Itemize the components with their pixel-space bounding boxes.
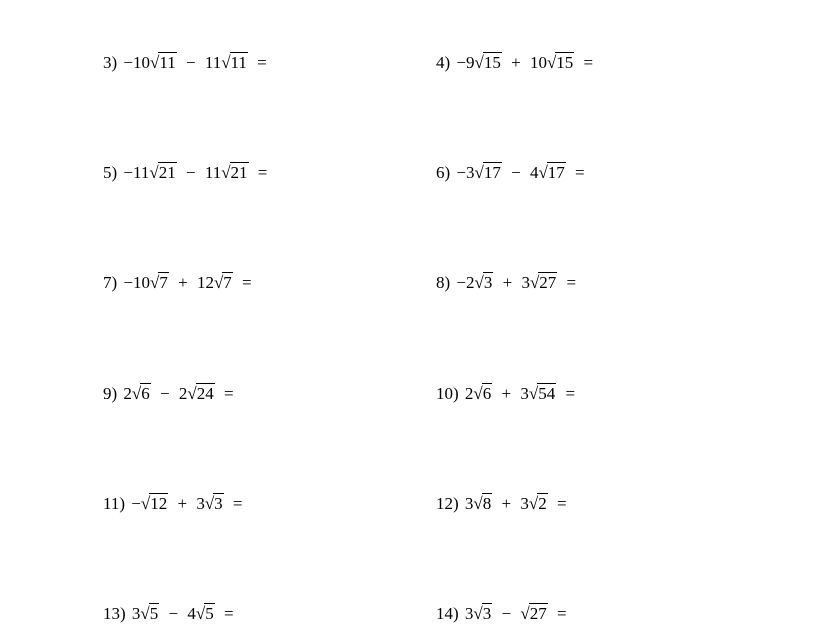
term [123, 273, 173, 292]
coefficient: 4 [187, 604, 196, 623]
term [456, 273, 497, 292]
problem-number: 6) [436, 163, 451, 182]
radical-sign: √ [221, 53, 231, 72]
operator: − [511, 163, 521, 182]
square-root [473, 604, 492, 623]
term [123, 384, 155, 403]
coefficient: −10 [123, 273, 151, 292]
radicand: 5 [149, 604, 159, 623]
operator: − [185, 53, 196, 72]
coefficient: 3 [131, 604, 141, 623]
square-root [473, 384, 492, 403]
radical-sign: √ [213, 273, 224, 292]
term [456, 163, 506, 182]
problem-10 [436, 383, 575, 405]
radicand: 5 [205, 604, 214, 623]
coefficient: 3 [520, 384, 529, 403]
coefficient: 3 [464, 494, 474, 513]
equals-sign: = [575, 163, 585, 182]
term [456, 53, 506, 72]
radical-sign: √ [474, 273, 484, 292]
problem-number: 3) [103, 53, 118, 72]
problem-7 [103, 272, 252, 294]
term [520, 604, 552, 623]
problem-5 [103, 162, 267, 184]
radical-sign: √ [473, 384, 483, 403]
coefficient: 3 [464, 604, 474, 623]
radical-sign: √ [149, 163, 159, 182]
square-root [221, 163, 248, 182]
radicand: 21 [230, 163, 248, 182]
equals-sign: = [223, 604, 234, 623]
radicand: 7 [159, 273, 168, 292]
radical-sign: √ [474, 53, 484, 72]
radical-sign: √ [546, 53, 557, 72]
problem-number: 4) [436, 53, 451, 72]
term [196, 494, 228, 513]
square-root [205, 494, 224, 513]
problem-9 [103, 383, 234, 405]
coefficient: −2 [456, 273, 475, 292]
radical-sign: √ [140, 604, 150, 623]
square-root [149, 163, 176, 182]
term [465, 384, 497, 403]
radical-sign: √ [474, 163, 484, 182]
operator: + [502, 273, 513, 292]
problem-number: 8) [436, 273, 451, 292]
radical-sign: √ [538, 163, 548, 182]
problem-number: 13) [103, 604, 126, 623]
equals-sign: = [556, 494, 567, 513]
radicand: 12 [150, 494, 168, 513]
equals-sign: = [242, 273, 252, 292]
coefficient: −3 [456, 163, 475, 182]
problem-number: 12) [436, 494, 459, 513]
radicand: 6 [482, 384, 492, 403]
square-root [196, 604, 215, 623]
radical-sign: √ [473, 604, 483, 623]
square-root [529, 494, 548, 513]
radical-sign: √ [131, 384, 142, 403]
problem-number: 11) [103, 494, 126, 513]
term [520, 494, 552, 513]
radicand: 17 [547, 163, 565, 182]
coefficient: 3 [520, 494, 529, 513]
radical-sign: √ [204, 494, 215, 513]
square-root [520, 604, 547, 623]
problem-number: 5) [103, 163, 118, 182]
radicand: 7 [223, 273, 232, 292]
radical-sign: √ [520, 604, 530, 623]
radicand: 3 [482, 604, 492, 623]
coefficient: 11 [204, 53, 222, 72]
equals-sign: = [565, 384, 576, 403]
equals-sign: = [257, 163, 268, 182]
square-root [475, 273, 494, 292]
equals-sign: = [583, 53, 594, 72]
term [205, 53, 252, 72]
coefficient: 2 [464, 384, 474, 403]
radicand: 3 [483, 273, 493, 292]
radical-sign: √ [528, 384, 539, 403]
term [520, 384, 560, 403]
radicand: 15 [483, 53, 501, 72]
square-root [538, 163, 565, 182]
problem-number: 9) [103, 384, 118, 403]
radicand: 8 [482, 494, 492, 513]
square-root [187, 384, 214, 403]
square-root [140, 604, 159, 623]
equals-sign: = [257, 53, 267, 72]
equals-sign: = [223, 384, 234, 403]
coefficient: − [131, 494, 141, 513]
radicand: 11 [230, 53, 247, 72]
term [205, 163, 253, 182]
coefficient: 11 [204, 163, 222, 182]
radical-sign: √ [150, 273, 160, 292]
coefficient: 3 [196, 494, 205, 513]
radical-sign: √ [150, 53, 160, 72]
radicand: 15 [556, 53, 574, 72]
term [465, 494, 497, 513]
square-root [529, 384, 556, 403]
term [187, 604, 219, 623]
coefficient: −9 [456, 53, 475, 72]
operator: + [178, 273, 188, 292]
radicand: 21 [158, 163, 176, 182]
problem-number: 7) [103, 273, 118, 292]
coefficient: 10 [529, 53, 547, 72]
radicand: 24 [196, 384, 214, 403]
operator: − [501, 604, 512, 623]
square-root [141, 494, 168, 513]
operator: + [511, 53, 521, 72]
term [197, 273, 237, 292]
square-root [150, 53, 177, 72]
radicand: 27 [539, 273, 557, 292]
radicand: 2 [538, 494, 547, 513]
equals-sign: = [556, 604, 567, 623]
problem-number: 10) [436, 384, 459, 403]
radical-sign: √ [195, 604, 206, 623]
term [131, 494, 172, 513]
square-root [132, 384, 151, 403]
problem-6 [436, 162, 585, 184]
radical-sign: √ [221, 163, 231, 182]
coefficient: 12 [196, 273, 214, 292]
problem-3 [103, 52, 267, 74]
coefficient: 4 [529, 163, 539, 182]
radical-sign: √ [529, 273, 540, 292]
term [179, 384, 219, 403]
operator: + [501, 384, 512, 403]
problem-14 [436, 603, 567, 625]
operator: − [185, 163, 196, 182]
radical-sign: √ [528, 494, 539, 513]
problem-4 [436, 52, 593, 74]
term [521, 273, 561, 292]
term [465, 604, 497, 623]
radicand: 17 [483, 163, 501, 182]
radicand: 6 [141, 384, 150, 403]
square-root [530, 273, 557, 292]
term [530, 53, 579, 72]
square-root [475, 163, 502, 182]
radicand: 3 [214, 494, 223, 513]
square-root [473, 494, 492, 513]
square-root [150, 273, 169, 292]
problem-8 [436, 272, 576, 294]
coefficient: 2 [123, 384, 132, 403]
radicand: 11 [159, 53, 176, 72]
term [123, 53, 181, 72]
square-root [547, 53, 574, 72]
radical-sign: √ [473, 494, 483, 513]
square-root [221, 53, 248, 72]
radical-sign: √ [187, 384, 197, 403]
coefficient: −11 [123, 163, 150, 182]
coefficient: −10 [123, 53, 151, 72]
problem-13 [103, 603, 234, 625]
radicand: 27 [529, 604, 547, 623]
radicand: 54 [538, 384, 556, 403]
equals-sign: = [566, 273, 577, 292]
coefficient: 3 [521, 273, 530, 292]
term [123, 163, 181, 182]
square-root [475, 53, 502, 72]
problem-number: 14) [436, 604, 459, 623]
operator: + [501, 494, 512, 513]
operator: − [160, 384, 170, 403]
term [132, 604, 164, 623]
problem-11 [103, 493, 243, 515]
operator: − [168, 604, 179, 623]
equals-sign: = [232, 494, 243, 513]
operator: + [177, 494, 188, 513]
coefficient: 2 [178, 384, 188, 403]
term [530, 163, 570, 182]
problem-12 [436, 493, 567, 515]
radical-sign: √ [140, 494, 151, 513]
square-root [214, 273, 233, 292]
